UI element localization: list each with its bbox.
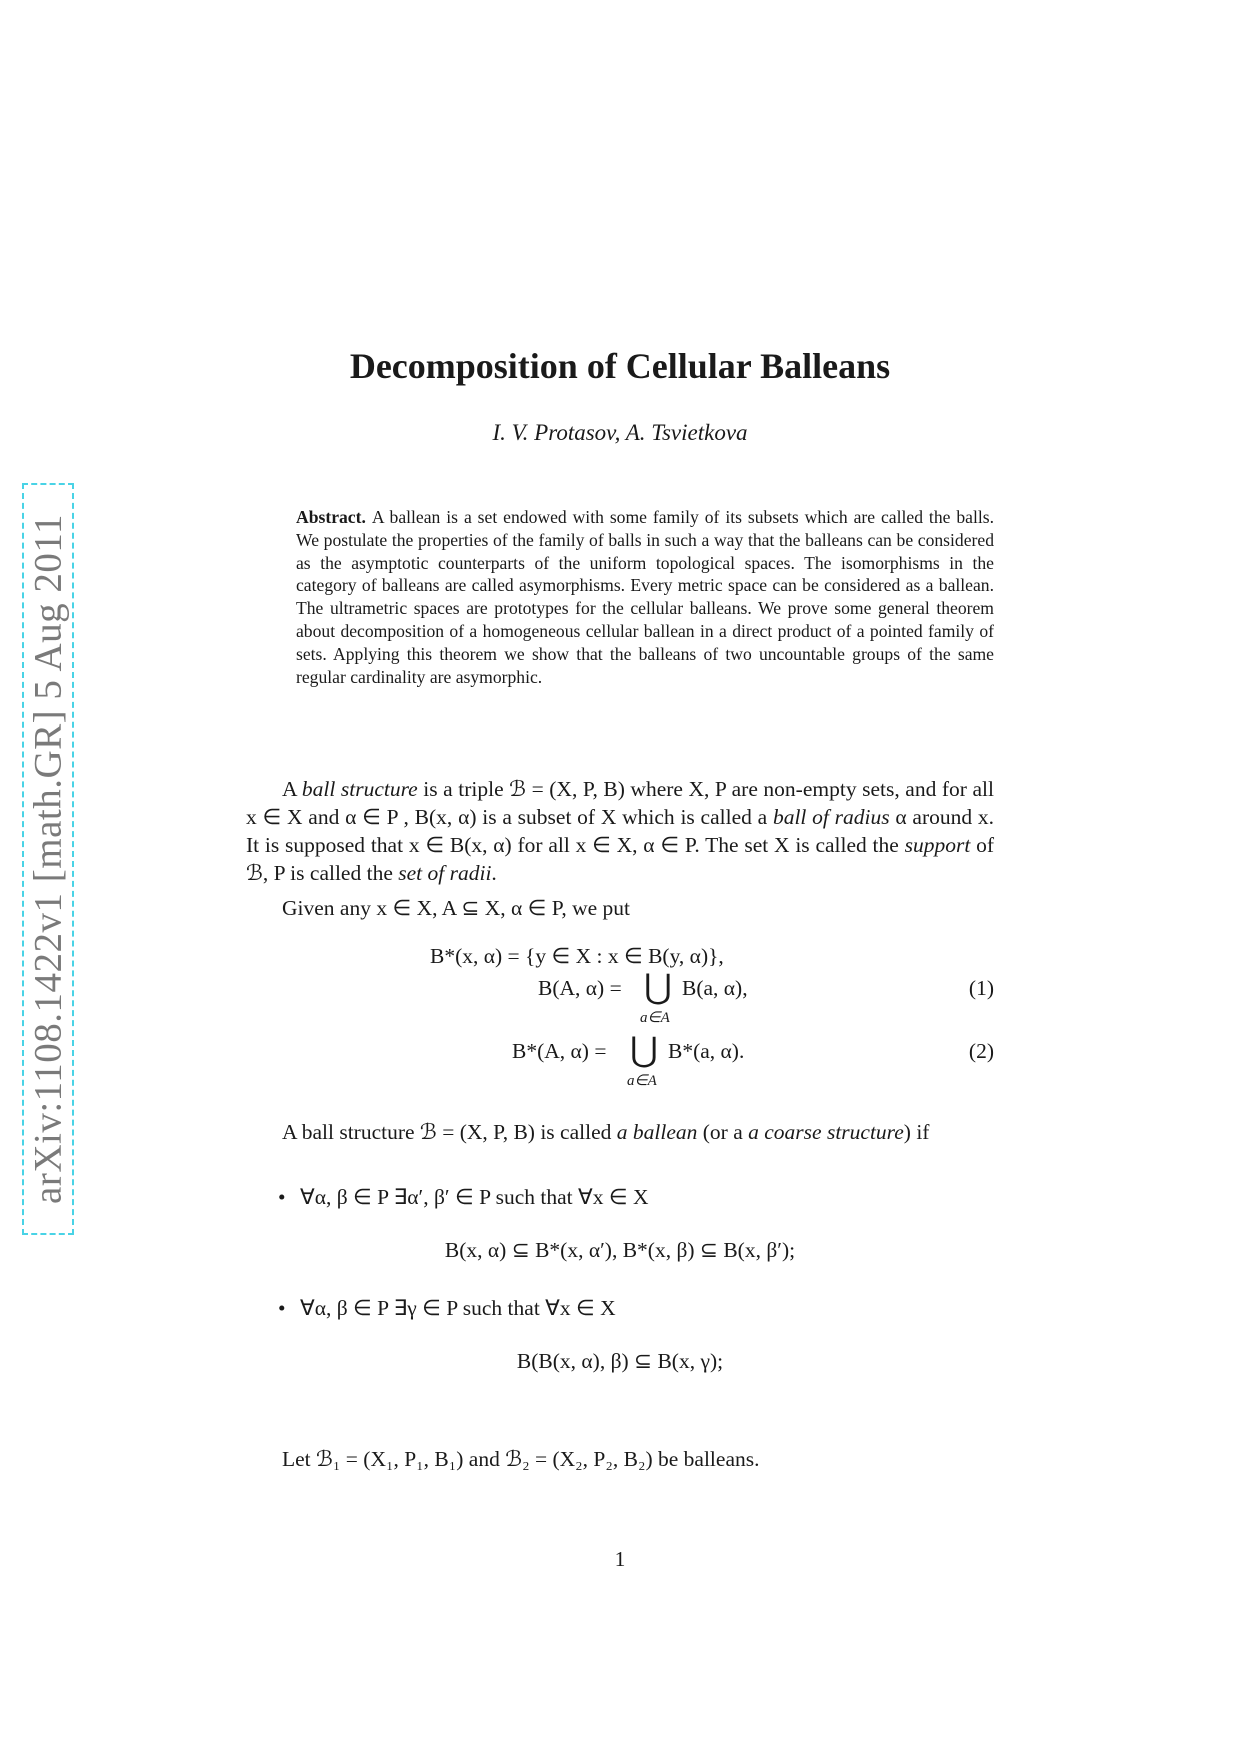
- bullet-text-1: ∀α, β ∈ P ∃α′, β′ ∈ P such that ∀x ∈ X: [300, 1185, 649, 1209]
- union-symbol-2: ⋃: [630, 1030, 658, 1070]
- abstract-text: A ballean is a set endowed with some family of its subsets which are called the balls. We postulate the properties of the family of balls in such a way that the balleans can be considered as the asymptotic counterparts of the uniform topological spaces. The isomorphisms in the category of balleans are called asymorphisms. Every metric space can be considered as a ballean. The ultrametric spaces are prototypes for the cellular balleans. We prove some general theorem about decomposition of a homogeneous cellular ballean in a direct product of a pointed family of sets. Applying this theorem we show that the balleans of two uncountable groups of the same regular cardinality are asymorphic.: [296, 507, 994, 687]
- bullet-text-2: ∀α, β ∈ P ∃γ ∈ P such that ∀x ∈ X: [300, 1296, 616, 1320]
- paper-authors: I. V. Protasov, A. Tsvietkova: [492, 420, 748, 445]
- p2-text-3: ) if: [903, 1120, 930, 1144]
- equation-2-rhs: B*(a, α).: [668, 1039, 745, 1063]
- bullet-formula-1: B(x, α) ⊆ B*(x, α′), B*(x, β) ⊆ B(x, β′);: [444, 1238, 796, 1262]
- paper-title: Decomposition of Cellular Balleans: [349, 346, 891, 386]
- p1-text-1: A: [282, 777, 302, 801]
- p1-emph-ball-structure: ball structure: [301, 777, 418, 801]
- list-item: [278, 1296, 616, 1321]
- list-item: [278, 1185, 649, 1210]
- p2-emph-coarse-structure: a coarse structure: [748, 1120, 904, 1144]
- union-subscript-1: a∈A: [640, 1010, 670, 1026]
- bullet-formula-2: B(B(x, α), β) ⊆ B(x, γ);: [516, 1349, 724, 1373]
- p2-text-1: A ball structure ℬ = (X, P, B) is called: [282, 1120, 617, 1144]
- bullet-icon: •: [278, 1185, 286, 1209]
- paragraph-ball-structure: [246, 775, 994, 887]
- union-subscript-2: a∈A: [627, 1073, 657, 1089]
- page-number: 1: [614, 1547, 626, 1571]
- p1-text-5: .: [491, 861, 497, 885]
- p1-text-3: α around x. It is supposed that x ∈ B(x, α) for all x ∈ X, α ∈ P. The set X is called the: [246, 805, 994, 857]
- equation-1-rhs: B(a, α),: [682, 976, 748, 1000]
- p1-text-4: of ℬ, P is called the: [246, 833, 994, 885]
- equation-2-lhs: B*(A, α) =: [512, 1039, 607, 1063]
- equation-bstar-x: B*(x, α) = {y ∈ X : x ∈ B(y, α)},: [430, 944, 724, 968]
- arxiv-side-stamp: [22, 483, 74, 1235]
- p1-emph-set-of-radii: set of radii: [398, 861, 492, 885]
- paragraph-given: Given any x ∈ X, A ⊆ X, α ∈ P, we put: [282, 896, 631, 920]
- arxiv-stamp-text: arXiv:1108.1422v1 [math.GR] 5 Aug 2011: [26, 514, 70, 1204]
- union-symbol-1: ⋃: [644, 967, 672, 1007]
- equation-number-2: (2): [968, 1039, 994, 1063]
- abstract: [296, 506, 994, 688]
- p2-text-2: (or a: [697, 1120, 749, 1144]
- equation-1-lhs: B(A, α) =: [538, 976, 622, 1000]
- p1-emph-support: support: [904, 833, 971, 857]
- p1-emph-ball-of-radius: ball of radius: [772, 805, 890, 829]
- equation-number-1: (1): [968, 976, 994, 1000]
- abstract-heading: Abstract.: [296, 507, 366, 527]
- paragraph-let: Let ℬ₁ = (X₁, P₁, B₁) and ℬ₂ = (X₂, P₂, B₂) be balleans.: [282, 1447, 760, 1471]
- p1-text-2: is a triple ℬ = (X, P, B) where X, P are non-empty sets, and for all x ∈ X and α ∈ P , B(x, α) is a subset of X which is called a: [246, 777, 994, 829]
- bullet-icon: •: [278, 1296, 286, 1320]
- p2-emph-ballean: a ballean: [616, 1120, 698, 1144]
- paragraph-ballean-definition: [246, 1118, 994, 1146]
